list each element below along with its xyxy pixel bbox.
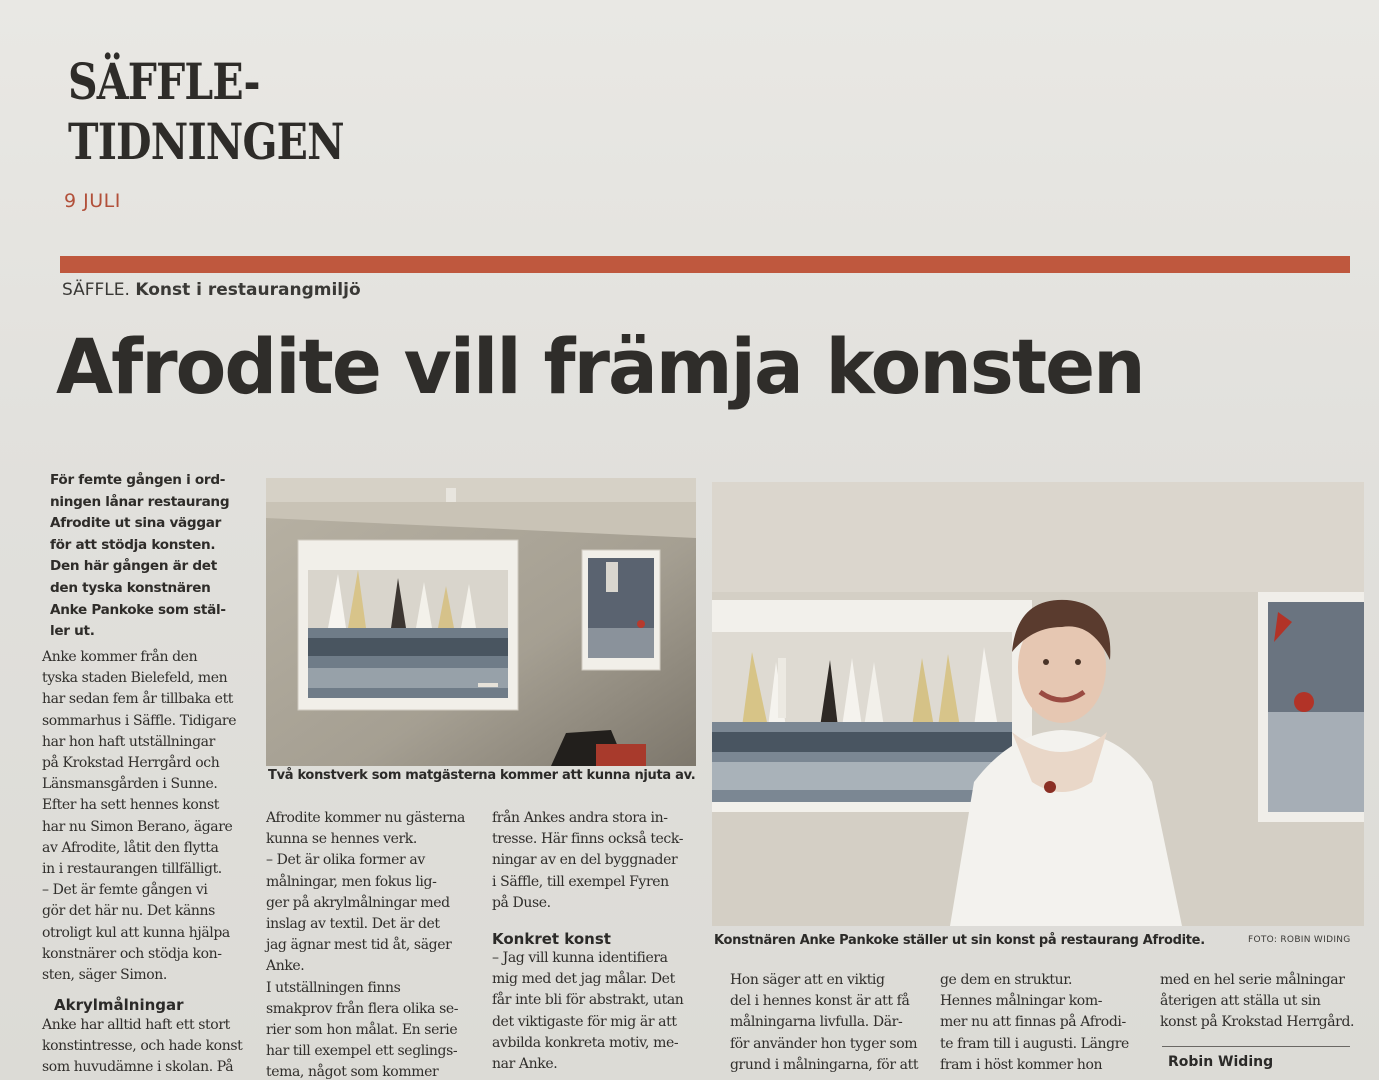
- byline-rule: [1162, 1046, 1350, 1047]
- column-3b-line: – Jag vill kunna identifiera: [492, 950, 668, 966]
- photo-2-caption: Konstnären Anke Pankoke ställer ut sin konst på restaurang Afrodite.: [714, 933, 1205, 948]
- column-2-line: smakprov från flera olika se-: [266, 1000, 459, 1017]
- column-6-line: konst på Krokstad Herrgård.: [1160, 1014, 1355, 1031]
- column-6-line: återigen att ställa ut sin: [1160, 993, 1321, 1010]
- column-3-line: på Duse.: [492, 894, 551, 911]
- column-1-line: har hon haft utställningar: [42, 733, 215, 750]
- column-1: [42, 647, 250, 986]
- column-2-line: kunna se hennes verk.: [266, 831, 417, 848]
- ingress-line: Den här gången är det: [50, 558, 217, 575]
- column-3b-line: det viktigaste för mig är att: [492, 1013, 677, 1030]
- column-1-continued: [42, 1015, 250, 1079]
- column-2-line: I utställningen finns: [266, 979, 401, 996]
- ingress-line: För femte gången i ord-: [50, 472, 226, 488]
- column-5-line: fram i höst kommer hon: [940, 1056, 1103, 1073]
- column-1-line: Efter ha sett hennes konst: [42, 797, 220, 814]
- column-4: [730, 970, 930, 1076]
- column-3-continued: [492, 948, 704, 1075]
- column-2-line: – Det är olika former av: [266, 852, 425, 869]
- column-4-line: Hon säger att en viktig: [730, 972, 885, 988]
- ingress-line: Afrodite ut sina väggar: [50, 515, 222, 532]
- section-rubric: [62, 280, 361, 300]
- column-3: [492, 808, 704, 914]
- ingress-line: ler ut.: [50, 623, 95, 640]
- column-3b-line: får inte bli för abstrakt, utan: [492, 992, 684, 1009]
- photo-1-caption: Två konstverk som matgästerna kommer att kunna njuta av.: [268, 768, 696, 783]
- column-2-line: Afrodite kommer nu gästerna: [266, 810, 466, 826]
- column-4-line: grund i målningarna, för att: [730, 1056, 919, 1073]
- column-1-line: – Det är femte gången vi: [42, 882, 208, 899]
- column-1-line: har nu Simon Berano, ägare: [42, 818, 233, 835]
- column-1-line: av Afrodite, låtit den flytta: [42, 839, 219, 856]
- photo-gallery-wall-image: [266, 478, 696, 766]
- column-4-line: del i hennes konst är att få: [730, 993, 910, 1010]
- column-3-line: ningar av en del byggnader: [492, 852, 678, 869]
- ingress-line: Anke Pankoke som stäl-: [50, 601, 226, 618]
- rubric-topic: Konst i restaurangmiljö: [135, 280, 361, 300]
- photo-gallery-wall: [266, 478, 696, 766]
- column-4-line: målningarna livfulla. Där-: [730, 1014, 903, 1031]
- masthead-logo: [68, 52, 344, 172]
- column-6-line: med en hel serie målningar: [1160, 972, 1345, 988]
- masthead-line-2: TIDNINGEN: [68, 112, 344, 171]
- column-1-line: sommarhus i Säffle. Tidigare: [42, 712, 237, 729]
- headline: Afrodite vill främja konsten: [56, 322, 1144, 411]
- column-1-line: gör det här nu. Det känns: [42, 903, 215, 920]
- ingress-line: ningen lånar restaurang: [50, 493, 230, 510]
- column-5-line: ge dem en struktur.: [940, 972, 1073, 988]
- column-3-line: från Ankes andra stora in-: [492, 810, 668, 826]
- column-4-line: för använder hon tyger som: [730, 1035, 918, 1052]
- column-1-line: har sedan fem år tillbaka ett: [42, 691, 234, 708]
- masthead-line-1: SÄFFLE-: [68, 52, 260, 111]
- ingress-line: för att stödja konsten.: [50, 536, 216, 553]
- column-2-line: tema, något som kommer: [266, 1064, 439, 1080]
- column-2-line: inslag av textil. Det är det: [266, 916, 440, 933]
- column-2-line: har till exempel ett seglings-: [266, 1043, 458, 1060]
- column-3-line: tresse. Här finns också teck-: [492, 831, 684, 848]
- column-5-line: te fram till i augusti. Längre: [940, 1035, 1129, 1052]
- column-2-line: ger på akrylmålningar med: [266, 894, 450, 911]
- column-6: [1160, 970, 1360, 1034]
- column-3b-line: avbilda konkreta motiv, me-: [492, 1034, 679, 1051]
- column-5: [940, 970, 1150, 1076]
- issue-date: 9 JULI: [64, 190, 121, 212]
- column-1b-line: som huvudämne i skolan. På: [42, 1059, 234, 1076]
- byline: Robin Widing: [1168, 1054, 1274, 1070]
- column-3b-line: nar Anke.: [492, 1056, 558, 1073]
- column-1-line: otroligt kul att kunna hjälpa: [42, 924, 230, 941]
- column-1b-line: Anke har alltid haft ett stort: [42, 1017, 230, 1033]
- column-2-line: Anke.: [266, 958, 305, 975]
- column-3b-line: mig med det jag målar. Det: [492, 971, 675, 988]
- column-2: [266, 808, 474, 1080]
- column-1-line: konstnärer och stödja kon-: [42, 945, 222, 962]
- ingress: [50, 470, 245, 643]
- column-1-line: tyska staden Bielefeld, men: [42, 670, 228, 687]
- column-2-line: jag ägnar mest tid åt, säger: [266, 937, 452, 954]
- column-1-line: Länsmansgården i Sunne.: [42, 776, 218, 793]
- column-2-line: målningar, men fokus lig-: [266, 873, 437, 890]
- column-1-line: på Krokstad Herrgård och: [42, 755, 220, 772]
- column-2-line: rier som hon målat. En serie: [266, 1022, 458, 1039]
- photo-artist-portrait-image: [712, 482, 1364, 926]
- ingress-line: den tyska konstnären: [50, 579, 211, 596]
- column-1-line: in i restaurangen tillfälligt.: [42, 861, 222, 878]
- column-1-line: sten, säger Simon.: [42, 967, 167, 984]
- column-1-line: Anke kommer från den: [42, 649, 198, 665]
- subhead-konkret-konst: Konkret konst: [492, 930, 611, 948]
- photo-credit: FOTO: ROBIN WIDING: [1248, 935, 1351, 945]
- column-5-line: mer nu att finnas på Afrodi-: [940, 1014, 1126, 1031]
- rubric-place: SÄFFLE.: [62, 280, 130, 300]
- column-3-line: i Säffle, till exempel Fyren: [492, 873, 669, 890]
- photo-artist-portrait: [712, 482, 1364, 926]
- accent-bar: [60, 256, 1350, 273]
- column-1b-line: konstintresse, och hade konst: [42, 1038, 243, 1055]
- column-5-line: Hennes målningar kom-: [940, 993, 1103, 1010]
- subhead-akrylmalningar: Akrylmålningar: [54, 996, 184, 1014]
